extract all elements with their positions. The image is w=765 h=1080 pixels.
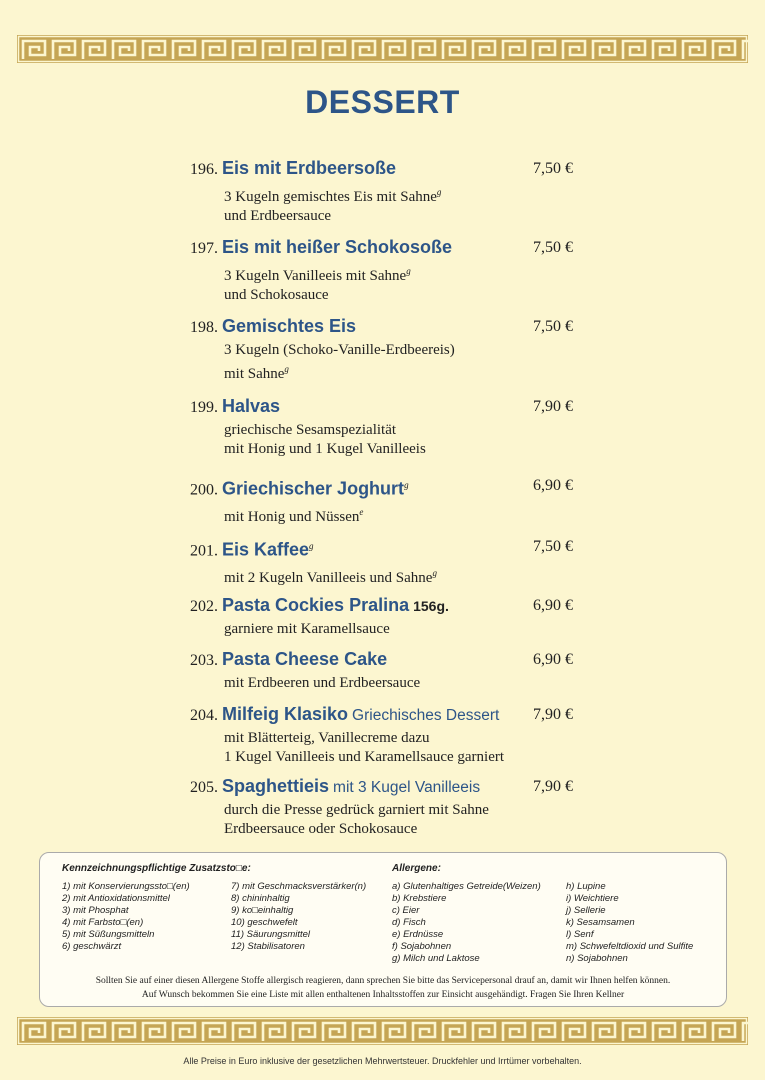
- greek-key-pattern-bottom: [17, 1017, 748, 1045]
- item-desc-line-1: griechische Sesamspezialität: [224, 422, 397, 438]
- menu-item: [190, 594, 590, 639]
- item-description: [224, 341, 590, 384]
- item-number: 197.: [190, 240, 218, 257]
- item-desc-line-2: und Erdbeersauce: [224, 208, 332, 224]
- menu-item: [190, 535, 590, 588]
- item-number: 198.: [190, 319, 218, 336]
- item-description: [224, 183, 590, 226]
- item-price: 7,50 €: [533, 160, 573, 177]
- item-name: Gemischtes Eis: [222, 316, 357, 336]
- legend-entry: 12) Stabilisatoren: [231, 941, 305, 952]
- legend-entry: 1) mit Konservierungssto□(en): [62, 881, 190, 892]
- legend-entry: k) Sesamsamen: [566, 917, 635, 928]
- item-price: 7,50 €: [533, 239, 573, 256]
- item-name: Pasta Cheese Cake: [222, 649, 388, 669]
- legend-entry: 7) mit Geschmacksverstärker(n): [231, 881, 367, 892]
- menu-item: [190, 236, 590, 305]
- legend-entry: j) Sellerie: [566, 905, 606, 916]
- item-desc-line-1: 3 Kugeln (Schoko-Vanille-Erdbeereis): [224, 342, 455, 358]
- legend-entry: l) Senf: [566, 929, 594, 940]
- menu-item: [190, 315, 590, 384]
- legend-entry: n) Sojabohnen: [566, 953, 628, 964]
- legend-entry: c) Eier: [392, 905, 420, 916]
- item-price: 7,50 €: [533, 538, 573, 555]
- item-number: 204.: [190, 707, 218, 724]
- additives-title: Kennzeichnungspflichtige Zusatzsto□e:: [62, 863, 251, 874]
- item-name: Milfeig Klasiko: [222, 704, 349, 724]
- item-desc-line-2: und Schokosauce: [224, 287, 329, 303]
- item-name: Halvas: [222, 396, 281, 416]
- item-extra: mit 3 Kugel Vanilleeis: [333, 779, 481, 796]
- item-name: Eis mit heißer Schokosoße: [222, 237, 453, 257]
- legend-entry: 9) ko□einhaltig: [231, 905, 294, 916]
- item-desc-line-2: 1 Kugel Vanilleeis und Karamellsauce garniert: [224, 749, 505, 765]
- item-description: [224, 620, 590, 639]
- item-price: 7,50 €: [533, 318, 573, 335]
- allergens-title: Allergene:: [392, 863, 441, 874]
- legend-entry: 3) mit Phosphat: [62, 905, 129, 916]
- item-description: [224, 801, 590, 839]
- item-name-allergen: g: [309, 541, 314, 551]
- item-desc-line-1: mit Erdbeeren und Erdbeersauce: [224, 675, 421, 691]
- menu-item: [190, 157, 590, 226]
- legend-entry: 8) chininhaltig: [231, 893, 290, 904]
- bottom-greek-key-border: [17, 1017, 748, 1045]
- item-desc-allergen: g: [284, 364, 289, 374]
- legend-entry: 6) geschwärzt: [62, 941, 122, 952]
- item-desc-line-1: 3 Kugeln gemischtes Eis mit Sahne: [224, 189, 437, 205]
- item-desc-line-1: mit Blätterteig, Vanillecreme dazu: [224, 730, 430, 746]
- top-greek-key-border: [17, 35, 748, 63]
- item-name: Griechischer Joghurt: [222, 478, 405, 499]
- item-name: Eis mit Erdbeersoße: [222, 158, 397, 178]
- item-price: 7,90 €: [533, 778, 573, 795]
- menu-item: [190, 395, 590, 459]
- item-name-allergen: g: [404, 480, 409, 490]
- legend-entry: a) Glutenhaltiges Getreide(Weizen): [392, 881, 541, 892]
- item-price: 6,90 €: [533, 597, 573, 614]
- allergens-col2: [566, 881, 693, 965]
- page-title: DESSERT: [305, 84, 460, 120]
- item-desc-line-1: mit 2 Kugeln Vanilleeis und Sahne: [224, 570, 433, 587]
- item-name: Eis Kaffee: [222, 539, 310, 560]
- menu-item: [190, 703, 590, 767]
- additives-col2: [231, 881, 366, 953]
- legend-entry: i) Weichtiere: [566, 893, 619, 904]
- item-price: 6,90 €: [533, 477, 573, 494]
- item-description: [224, 674, 590, 693]
- item-name: Spaghettieis: [222, 776, 330, 796]
- item-extra: 156g.: [413, 598, 449, 614]
- item-desc-line-1: garniere mit Karamellsauce: [224, 621, 390, 637]
- menu-item: [190, 775, 590, 839]
- item-number: 205.: [190, 779, 218, 796]
- menu-item: [190, 474, 590, 527]
- item-name: Pasta Cockies Pralina: [222, 595, 410, 615]
- item-extra: Griechisches Dessert: [352, 707, 500, 724]
- allergen-note-1: Sollten Sie auf einer diesen Allergene Stoffe allergisch reagieren, dann sprechen Sie bitte das Servicepersonal drauf an, damit wir Ihnen helfen können.: [95, 976, 671, 986]
- item-desc-line-2: Erdbeersauce oder Schokosauce: [224, 821, 418, 837]
- legend-entry: f) Sojabohnen: [392, 941, 452, 952]
- legend-entry: m) Schwefeltdioxid und Sulfite: [566, 941, 694, 952]
- legend-entry: e) Erdnüsse: [392, 929, 444, 940]
- item-price: 7,90 €: [533, 706, 573, 723]
- item-number: 199.: [190, 399, 218, 416]
- item-description: [224, 564, 590, 588]
- allergen-note-2: Auf Wunsch bekommen Sie eine Liste mit allen enthaltenen Inhaltsstoffen zur Einsicht ausgehändigt. Fragen Sie Ihren Kellner: [141, 990, 625, 1000]
- item-desc-line-1: 3 Kugeln Vanilleeis mit Sahne: [224, 268, 407, 284]
- item-desc-allergen: e: [359, 507, 364, 518]
- additives-col1: [62, 881, 190, 953]
- greek-key-pattern-top: [17, 35, 748, 63]
- price-disclaimer-footer: Alle Preise in Euro inklusive der gesetzlichen Mehrwertsteuer. Druckfehler und Irrtümer vorbehalten.: [183, 1056, 582, 1066]
- item-desc-allergen: g: [432, 568, 437, 579]
- legend-entry: 10) geschwefelt: [231, 917, 298, 928]
- legend-entry: g) Milch und Laktose: [392, 953, 480, 964]
- menu-item: [190, 648, 590, 693]
- item-description: [224, 262, 590, 305]
- item-number: 202.: [190, 598, 218, 615]
- legend-entry: 5) mit Süßungsmitteln: [62, 929, 155, 940]
- item-number: 200.: [190, 481, 218, 499]
- item-description: [224, 729, 590, 767]
- item-desc-line-1: mit Honig und Nüssen: [224, 509, 360, 526]
- legend-entry: 4) mit Farbsto□(en): [62, 917, 144, 928]
- legend-entry: d) Fisch: [392, 917, 426, 928]
- legend-entry: h) Lupine: [566, 881, 606, 892]
- item-number: 196.: [190, 161, 218, 178]
- item-number: 201.: [190, 542, 218, 560]
- legend-entry: b) Krebstiere: [392, 893, 447, 904]
- allergens-col1: [392, 881, 541, 965]
- item-desc-allergen: g: [406, 266, 411, 276]
- item-desc-line-2: mit Sahne: [224, 366, 285, 382]
- item-description: [224, 421, 590, 459]
- legend-entry: 11) Säurungsmittel: [231, 929, 311, 940]
- item-desc-line-1: durch die Presse gedrück garniert mit Sahne: [224, 802, 489, 818]
- item-price: 6,90 €: [533, 651, 573, 668]
- allergen-legend-box: [39, 852, 727, 1007]
- item-desc-allergen: g: [436, 187, 442, 197]
- item-desc-line-2: mit Honig und 1 Kugel Vanilleeis: [224, 441, 426, 457]
- item-price: 7,90 €: [533, 398, 573, 415]
- item-description: [224, 503, 590, 527]
- item-number: 203.: [190, 652, 218, 669]
- legend-entry: 2) mit Antioxidationsmittel: [62, 893, 170, 904]
